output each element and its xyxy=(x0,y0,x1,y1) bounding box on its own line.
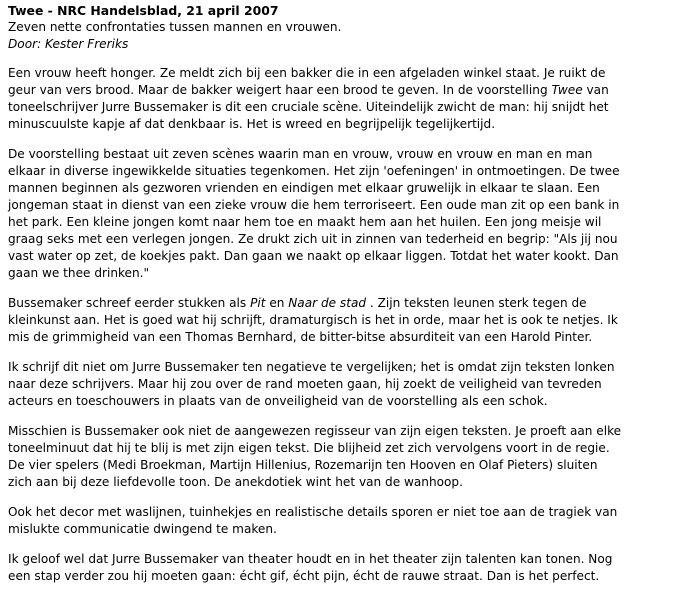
paragraph-2 xyxy=(8,146,680,282)
text-run: geur van vers brood. Maar de bakker weigert haar een brood te geven. In de voorstelling xyxy=(8,83,552,97)
text-line xyxy=(8,295,680,312)
paragraph-5 xyxy=(8,423,680,491)
text-line: Een vrouw heeft honger. Ze meldt zich bij een bakker die in een afgeladen winkel staat. Je ruikt de xyxy=(8,66,606,80)
paragraph-6 xyxy=(8,504,680,538)
text-line: mislukte communicatie dwingend te maken. xyxy=(8,522,277,536)
paragraph-3 xyxy=(8,295,680,346)
text-line: zich aan bij deze liefdevolle toon. De anekdotiek wint het van de wanhoop. xyxy=(8,475,463,489)
text-line: minuscuulste kapje af dat denkbaar is. Het is wreed en begrijpelijk tegelijkertijd. xyxy=(8,117,496,131)
text-line: Misschien is Bussemaker ook niet de aangewezen regisseur van zijn eigen teksten. Je proeft aan elke xyxy=(8,424,622,438)
text-line: Ook het decor met waslijnen, tuinhekjes en realistische details sporen er niet toe aan de tragiek van xyxy=(8,505,618,519)
text-run: van xyxy=(582,83,609,97)
text-line: naar deze schrijvers. Maar hij zou over de rand moeten gaan, hij zoekt de veiligheid van tevreden xyxy=(8,377,602,391)
text-line: vast water op zet, de koekjes pakt. Dan gaan we naakt op elkaar liggen. Totdat het water kookt. Dan xyxy=(8,249,619,263)
text-line: acteurs en toeschouwers in plaats van de onveiligheid van de voorstelling als een schok. xyxy=(8,394,548,408)
article-byline: Door: Kester Freriks xyxy=(8,37,129,51)
text-line: graag seks met een verlegen jongen. Ze drukt zich uit in zinnen van tederheid en begrip: "Als jij nou xyxy=(8,232,618,246)
play-title: Naar de stad xyxy=(288,296,367,310)
text-line: elkaar in diverse ingewikkelde situaties tegenkomen. Het zijn 'oefeningen' in ontmoetingen. De twee xyxy=(8,164,620,178)
text-line: jongeman staat in dienst van een zieke vrouw die hem terroriseert. Een oude man zit op een bank in xyxy=(8,198,620,212)
text-line xyxy=(8,82,680,99)
play-title: Twee xyxy=(551,83,583,97)
text-line: kleinkunst aan. Het is goed wat hij schrijft, dramaturgisch is het in orde, maar het is ook te netjes. Ik xyxy=(8,313,618,327)
text-line: het park. Een kleine jongen komt naar hem toe en maakt hem aan het huilen. Een jong meisje wil xyxy=(8,215,602,229)
text-line: een stap verder zou hij moeten gaan: écht gif, écht pijn, écht de rauwe straat. Dan is het perfect. xyxy=(8,569,600,583)
text-line: gaan we thee drinken." xyxy=(8,266,150,280)
text-run: . Zijn teksten leunen sterk tegen de xyxy=(366,296,587,310)
article-subtitle: Zeven nette confrontaties tussen mannen en vrouwen. xyxy=(8,20,342,34)
text-line: toneelminuut dat hij te blij is met zijn eigen tekst. Die blijheid zet zich vervolgens voort in de regie. xyxy=(8,441,610,455)
paragraph-7 xyxy=(8,551,680,585)
text-line: De vier spelers (Medi Broekman, Martijn Hillenius, Rozemarijn ten Hooven en Olaf Pieters) sluiten xyxy=(8,458,598,472)
text-line: Ik schrijf dit niet om Jurre Bussemaker ten negatieve te vergelijken; het is omdat zijn teksten lonken xyxy=(8,360,615,374)
article-headline: Twee - NRC Handelsblad, 21 april 2007 xyxy=(8,3,279,18)
text-line: Ik geloof wel dat Jurre Bussemaker van theater houdt en in het theater zijn talenten kan tonen. Nog xyxy=(8,552,613,566)
text-run: Bussemaker schreef eerder stukken als xyxy=(8,296,251,310)
play-title: Pit xyxy=(250,296,266,310)
text-line: De voorstelling bestaat uit zeven scènes waarin man en vrouw, vrouw en vrouw en man en man xyxy=(8,147,593,161)
text-line: toneelschrijver Jurre Bussemaker is dit een cruciale scène. Uiteindelijk zwicht de man: hij snijdt het xyxy=(8,100,609,114)
paragraph-1 xyxy=(8,65,680,133)
text-run: en xyxy=(265,296,289,310)
paragraph-4 xyxy=(8,359,680,410)
text-line: mannen beginnen als gezworen vrienden en eindigen met elkaar gruwelijk in elkaar te slaan. Een xyxy=(8,181,600,195)
text-line: mis de grimmigheid van een Thomas Bernhard, de bitter-bitse absurditeit van een Harold Pinter. xyxy=(8,330,593,344)
